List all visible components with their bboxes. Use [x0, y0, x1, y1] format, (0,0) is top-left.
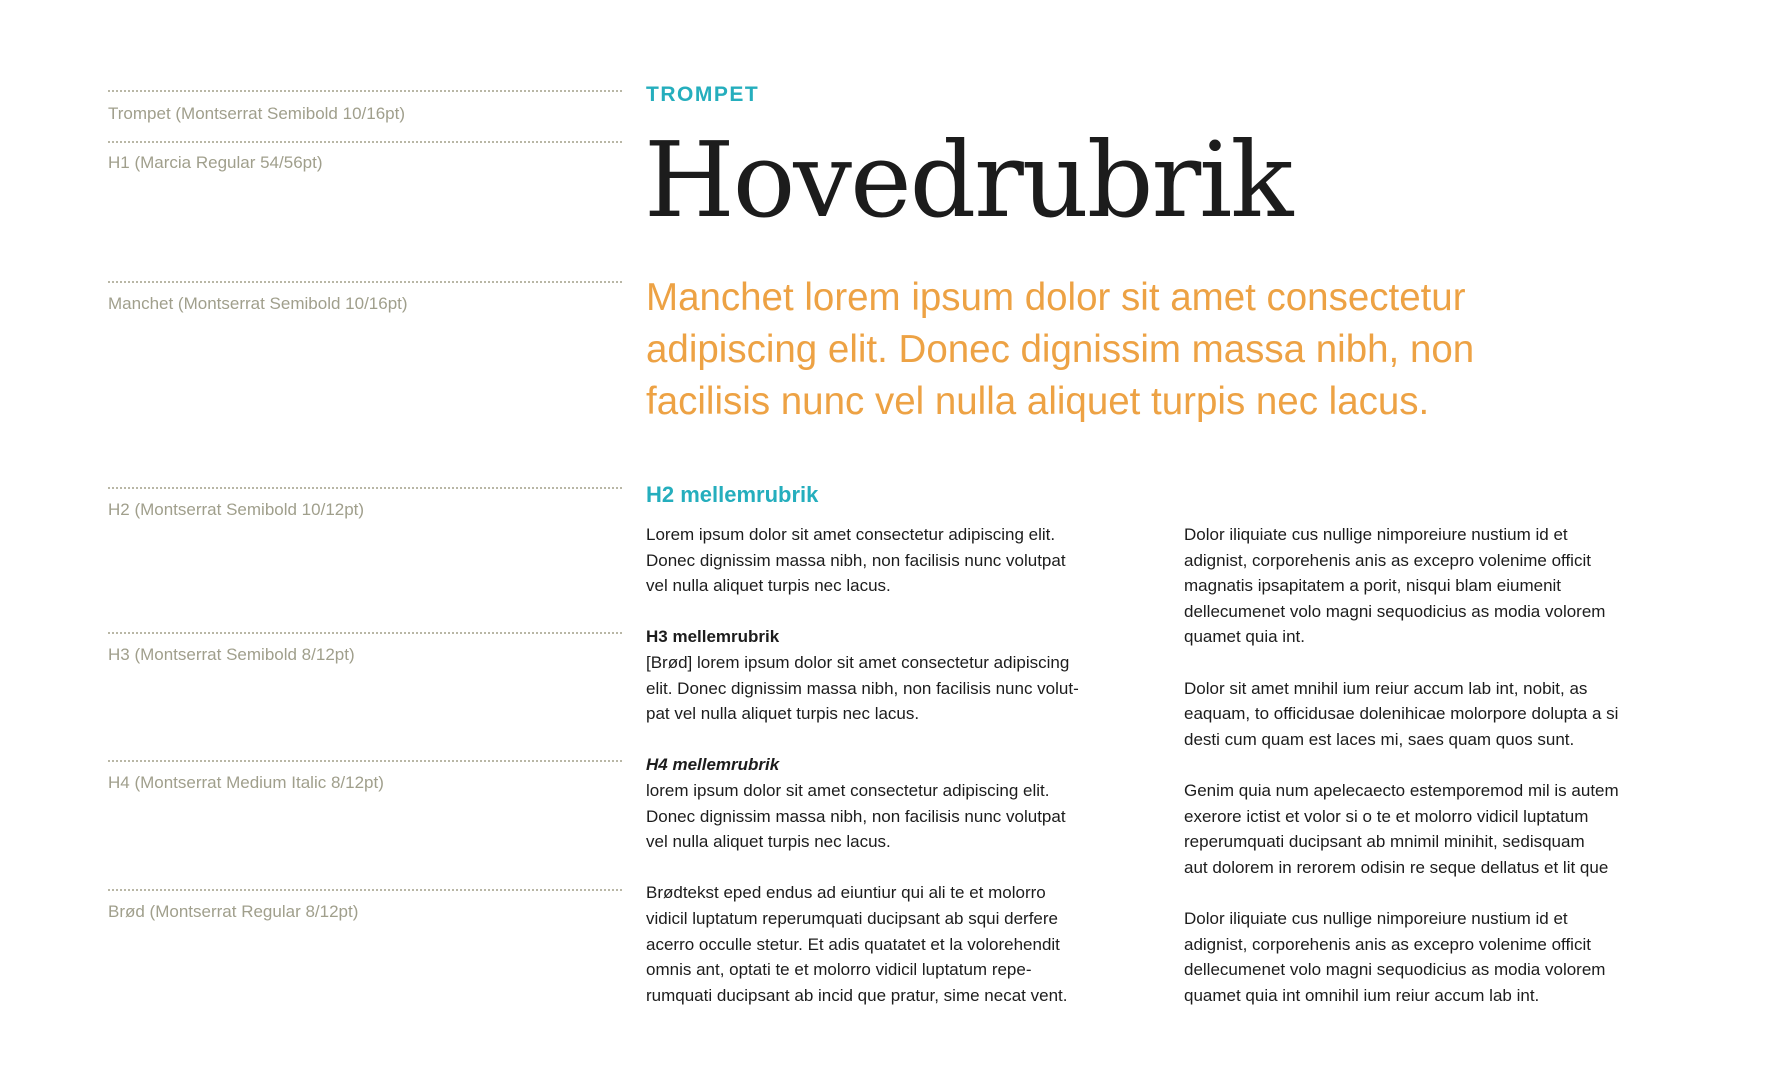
text-line: Lorem ipsum dolor sit amet consectetur adipiscing elit.: [646, 525, 1056, 544]
text-line: acerro occulle stetur. Et adis quatatet et la volorehendit: [646, 934, 1060, 954]
text-line: Dolor iliquiate cus nullige nimporeiure nustium id et: [1184, 525, 1568, 544]
spec-rule-manchet: [108, 281, 622, 283]
spec-label-h1: H1 (Marcia Regular 54/56pt): [108, 153, 323, 172]
text-line: Donec dignissim massa nibh, non facilisis nunc volutpat: [646, 806, 1066, 826]
h3-heading: H3 mellemrubrik: [646, 627, 780, 647]
text-line: omnis ant, optati te et molorro vidicil luptatum repe-: [646, 960, 1032, 980]
h4-section: [646, 752, 1156, 854]
spec-rule-h4: [108, 760, 622, 762]
text-line: elit. Donec dignissim massa nibh, non facilisis nunc volut-: [646, 678, 1079, 698]
text-line: dellecumenet volo magni sequodicius as modia volorem: [1184, 601, 1606, 621]
text-line: eaquam, to officidusae dolenihicae molorpore dolupta a si: [1184, 704, 1619, 724]
body-paragraph: [1184, 906, 1714, 1008]
text-line: [Brød] lorem ipsum dolor sit amet consectetur adipiscing: [646, 652, 1070, 672]
body-column-right: [1184, 522, 1714, 1034]
h4-heading: H4 mellemrubrik: [646, 755, 780, 775]
text-line: Donec dignissim massa nibh, non facilisis nunc volutpat: [646, 550, 1066, 570]
body-paragraph: [1184, 676, 1714, 753]
text-line: Brødtekst eped endus ad eiuntiur qui ali te et molorro: [646, 883, 1046, 903]
text-line: adignist, corporehenis anis as excepro volenime officit: [1184, 934, 1591, 954]
spec-label-trompet: Trompet (Montserrat Semibold 10/16pt): [108, 104, 405, 123]
text-line: lorem ipsum dolor sit amet consectetur adipiscing elit.: [646, 780, 1050, 800]
intro-paragraph: [646, 522, 1156, 599]
text-line: reperumquati ducipsant ab mnimil minihit, sedisquam: [1184, 832, 1585, 852]
text-line: aut dolorem in rerorem odisin re seque dellatus et lit que: [1184, 857, 1609, 877]
text-line: desti cum quam est laces mi, saes quam quos sunt.: [1184, 729, 1575, 749]
manchet-lead: [646, 272, 1726, 428]
body-paragraph: [646, 880, 1156, 1008]
h2-heading: H2 mellemrubrik: [646, 482, 819, 507]
text-line: vel nulla aliquet turpis nec lacus.: [646, 576, 891, 596]
text-line: Dolor iliquiate cus nullige nimporeiure nustium id et: [1184, 908, 1568, 928]
spec-label-h4: H4 (Montserrat Medium Italic 8/12pt): [108, 773, 384, 792]
manchet-line: facilisis nunc vel nulla aliquet turpis nec lacus.: [646, 380, 1430, 423]
text-line: quamet quia int.: [1184, 627, 1305, 647]
text-line: vel nulla aliquet turpis nec lacus.: [646, 832, 891, 852]
text-line: pat vel nulla aliquet turpis nec lacus.: [646, 704, 920, 724]
text-line: quamet quia int omnihil ium reiur accum lab int.: [1184, 985, 1540, 1005]
spec-label-brod: Brød (Montserrat Regular 8/12pt): [108, 902, 359, 921]
body-paragraph: [1184, 778, 1714, 880]
text-line: rumquati ducipsant ab incid que pratur, sime necat vent.: [646, 985, 1068, 1005]
spec-rule-h2: [108, 487, 622, 489]
main-heading: Hovedrubrik: [644, 119, 1292, 241]
spec-rule-brod: [108, 889, 622, 891]
spec-label-manchet: Manchet (Montserrat Semibold 10/16pt): [108, 294, 408, 313]
text-line: dellecumenet volo magni sequodicius as modia volorem: [1184, 960, 1606, 980]
h3-section: [646, 624, 1156, 726]
manchet-line: adipiscing elit. Donec dignissim massa nibh, non: [646, 328, 1475, 371]
text-line: magnatis ipsapitatem a porit, nisqui blam eiumenit: [1184, 576, 1562, 596]
body-paragraph: [1184, 522, 1714, 650]
text-line: vidicil luptatum reperumquati ducipsant ab squi derfere: [646, 908, 1059, 928]
text-line: adignist, corporehenis anis as excepro volenime officit: [1184, 550, 1591, 570]
text-line: exerore ictist et volor si o te et molorro vidicil luptatum: [1184, 806, 1589, 826]
spec-rule-h1: [108, 141, 622, 143]
spec-label-h2: H2 (Montserrat Semibold 10/12pt): [108, 500, 365, 519]
trompet-heading: TROMPET: [646, 83, 760, 106]
text-line: Genim quia num apelecaecto estemporemod mil is autem: [1184, 780, 1619, 800]
spec-label-h3: H3 (Montserrat Semibold 8/12pt): [108, 645, 355, 664]
body-column-left: [646, 522, 1156, 1034]
manchet-line: Manchet lorem ipsum dolor sit amet consectetur: [646, 276, 1466, 319]
spec-rule-h3: [108, 632, 622, 634]
spec-rule-trompet: [108, 90, 622, 92]
text-line: Dolor sit amet mnihil ium reiur accum lab int, nobit, as: [1184, 678, 1588, 698]
